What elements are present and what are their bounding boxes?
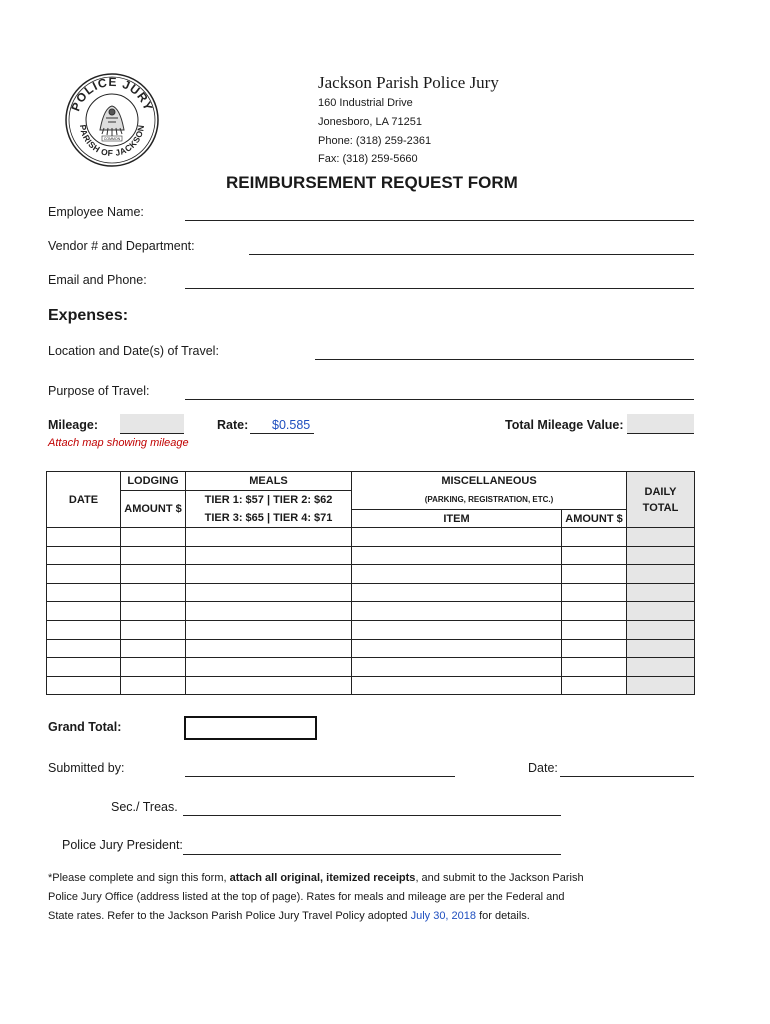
rate-value: $0.585 bbox=[272, 418, 311, 432]
rate-underline bbox=[250, 433, 314, 434]
lodging-amount-cell[interactable] bbox=[121, 583, 186, 602]
date-cell[interactable] bbox=[47, 565, 121, 584]
table-row bbox=[47, 658, 695, 677]
footnote-line3-a: State rates. Refer to the Jackson Parish Police Jury Travel Policy adopted bbox=[48, 910, 411, 922]
item-cell[interactable] bbox=[352, 620, 562, 639]
form-title: REIMBURSEMENT REQUEST FORM bbox=[226, 173, 518, 192]
table-row bbox=[47, 602, 695, 621]
lodging-amount-cell[interactable] bbox=[121, 546, 186, 565]
footnote bbox=[48, 869, 584, 926]
parish-seal bbox=[64, 72, 160, 168]
footnote-line3-b: for details. bbox=[476, 910, 530, 922]
lodging-amount-cell[interactable] bbox=[121, 528, 186, 547]
misc-amount-cell[interactable] bbox=[562, 565, 627, 584]
date-label: Date: bbox=[528, 761, 558, 775]
lodging-amount-header: AMOUNT $ bbox=[121, 491, 186, 528]
item-cell[interactable] bbox=[352, 546, 562, 565]
footnote-line2: Police Jury Office (address listed at the top of page). Rates for meals and mileage are per the Federal and bbox=[48, 891, 565, 903]
item-header: ITEM bbox=[352, 510, 562, 528]
sec-treas-label: Sec./ Treas. bbox=[111, 800, 178, 814]
item-cell[interactable] bbox=[352, 565, 562, 584]
location-dates-label: Location and Date(s) of Travel: bbox=[48, 344, 219, 358]
daily-total-line2: TOTAL bbox=[642, 501, 679, 514]
date-header: DATE bbox=[47, 472, 121, 528]
vendor-department-field[interactable] bbox=[249, 254, 694, 255]
mileage-field[interactable] bbox=[120, 414, 184, 434]
date-cell[interactable] bbox=[47, 676, 121, 695]
meals-cell[interactable] bbox=[186, 602, 352, 621]
daily-total-cell[interactable] bbox=[627, 528, 695, 547]
purpose-field[interactable] bbox=[185, 399, 694, 400]
table-row bbox=[47, 639, 695, 658]
item-cell[interactable] bbox=[352, 602, 562, 621]
daily-total-cell[interactable] bbox=[627, 639, 695, 658]
date-cell[interactable] bbox=[47, 658, 121, 677]
item-cell[interactable] bbox=[352, 583, 562, 602]
item-cell[interactable] bbox=[352, 658, 562, 677]
meals-cell[interactable] bbox=[186, 546, 352, 565]
grand-total-label: Grand Total: bbox=[48, 720, 122, 734]
daily-total-cell[interactable] bbox=[627, 602, 695, 621]
date-cell[interactable] bbox=[47, 602, 121, 621]
lodging-amount-cell[interactable] bbox=[121, 658, 186, 677]
lodging-amount-cell[interactable] bbox=[121, 602, 186, 621]
meals-tier-line1: TIER 1: $57 | TIER 2: $62 bbox=[186, 491, 352, 510]
org-phone: Phone: (318) 259-2361 bbox=[318, 135, 432, 147]
purpose-label: Purpose of Travel: bbox=[48, 384, 150, 398]
table-row bbox=[47, 528, 695, 547]
org-fax: Fax: (318) 259-5660 bbox=[318, 153, 418, 165]
footnote-line3 bbox=[48, 907, 584, 926]
daily-total-cell[interactable] bbox=[627, 565, 695, 584]
footnote-line1 bbox=[48, 869, 584, 888]
lodging-amount-cell[interactable] bbox=[121, 639, 186, 658]
footnote-line1-c: , and submit to the Jackson Parish bbox=[415, 872, 584, 884]
lodging-amount-cell[interactable] bbox=[121, 676, 186, 695]
president-label: Police Jury President: bbox=[62, 838, 183, 852]
daily-total-cell[interactable] bbox=[627, 620, 695, 639]
org-address: 160 Industrial Drive bbox=[318, 97, 413, 109]
date-field[interactable] bbox=[560, 776, 694, 777]
misc-header: MISCELLANEOUS bbox=[352, 472, 627, 491]
misc-amount-cell[interactable] bbox=[562, 620, 627, 639]
meals-header: MEALS bbox=[186, 472, 352, 491]
footnote-line1-b: attach all original, itemized receipts bbox=[229, 872, 416, 884]
date-cell[interactable] bbox=[47, 620, 121, 639]
item-cell[interactable] bbox=[352, 639, 562, 658]
date-cell[interactable] bbox=[47, 639, 121, 658]
footnote-line3-date: July 30, 2018 bbox=[410, 910, 477, 922]
vendor-department-label: Vendor # and Department: bbox=[48, 239, 195, 253]
misc-subheader: (PARKING, REGISTRATION, ETC.) bbox=[352, 491, 627, 510]
misc-amount-cell[interactable] bbox=[562, 658, 627, 677]
lodging-amount-cell[interactable] bbox=[121, 620, 186, 639]
date-cell[interactable] bbox=[47, 583, 121, 602]
table-row bbox=[47, 583, 695, 602]
total-mileage-label: Total Mileage Value: bbox=[505, 418, 624, 432]
misc-amount-cell[interactable] bbox=[562, 546, 627, 565]
expense-table bbox=[46, 471, 695, 695]
item-cell[interactable] bbox=[352, 676, 562, 695]
date-cell[interactable] bbox=[47, 528, 121, 547]
email-phone-label: Email and Phone: bbox=[48, 273, 147, 287]
email-phone-field[interactable] bbox=[185, 288, 694, 289]
meals-cell[interactable] bbox=[186, 565, 352, 584]
meals-cell[interactable] bbox=[186, 620, 352, 639]
seal-bottom-text: PARISH OF JACKSON bbox=[77, 123, 147, 159]
seal-top-text: POLICE JURY bbox=[68, 74, 156, 114]
lodging-amount-cell[interactable] bbox=[121, 565, 186, 584]
meals-tier-line2: TIER 3: $65 | TIER 4: $71 bbox=[186, 510, 352, 528]
president-field[interactable] bbox=[183, 854, 561, 855]
mileage-label: Mileage: bbox=[48, 418, 99, 432]
org-city: Jonesboro, LA 71251 bbox=[318, 116, 422, 128]
footnote-line1-a: *Please complete and sign this form, bbox=[48, 872, 230, 884]
org-name: Jackson Parish Police Jury bbox=[318, 73, 499, 92]
total-mileage-field[interactable] bbox=[627, 414, 694, 434]
table-row bbox=[47, 620, 695, 639]
daily-total-cell[interactable] bbox=[627, 583, 695, 602]
submitted-by-field[interactable] bbox=[185, 776, 455, 777]
daily-total-line1: DAILY bbox=[644, 485, 677, 498]
expenses-heading: Expenses: bbox=[48, 307, 129, 324]
attach-note: Attach map showing mileage bbox=[48, 437, 189, 449]
misc-amount-cell[interactable] bbox=[562, 639, 627, 658]
misc-amount-cell[interactable] bbox=[562, 676, 627, 695]
meals-cell[interactable] bbox=[186, 528, 352, 547]
meals-cell[interactable] bbox=[186, 639, 352, 658]
item-cell[interactable] bbox=[352, 528, 562, 547]
grand-total-field[interactable] bbox=[184, 716, 317, 740]
sec-treas-field[interactable] bbox=[183, 815, 561, 816]
daily-total-cell[interactable] bbox=[627, 658, 695, 677]
table-row bbox=[47, 676, 695, 695]
daily-total-cell[interactable] bbox=[627, 676, 695, 695]
submitted-by-label: Submitted by: bbox=[48, 761, 125, 775]
misc-amount-cell[interactable] bbox=[562, 528, 627, 547]
misc-amount-cell[interactable] bbox=[562, 583, 627, 602]
table-row bbox=[47, 565, 695, 584]
date-cell[interactable] bbox=[47, 546, 121, 565]
employee-name-field[interactable] bbox=[185, 220, 694, 221]
lodging-header: LODGING bbox=[121, 472, 186, 491]
employee-name-label: Employee Name: bbox=[48, 205, 144, 219]
meals-cell[interactable] bbox=[186, 676, 352, 695]
misc-amount-header: AMOUNT $ bbox=[562, 510, 627, 528]
rate-label: Rate: bbox=[217, 418, 249, 432]
meals-cell[interactable] bbox=[186, 583, 352, 602]
misc-amount-cell[interactable] bbox=[562, 602, 627, 621]
meals-cell[interactable] bbox=[186, 658, 352, 677]
table-row bbox=[47, 546, 695, 565]
location-dates-field[interactable] bbox=[315, 359, 694, 360]
daily-total-header bbox=[627, 472, 695, 528]
daily-total-cell[interactable] bbox=[627, 546, 695, 565]
seal-ribbon: COMMON bbox=[103, 137, 121, 141]
